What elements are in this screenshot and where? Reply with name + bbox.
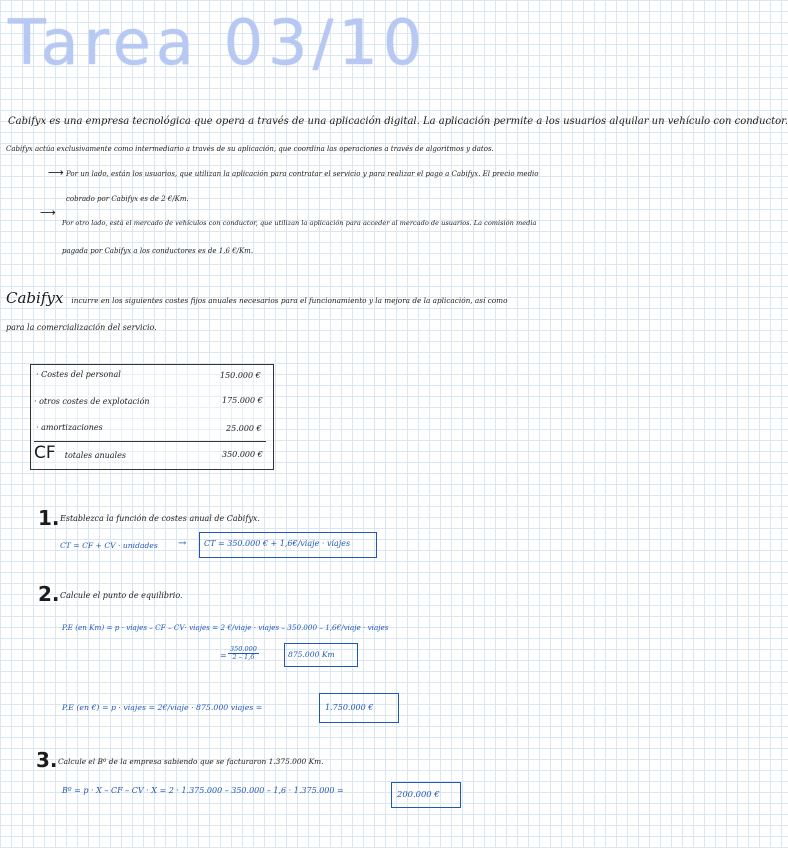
bullet-2: Por otro lado, está el mercado de vehículos con conductor, que utilizan la aplicación para acceder al mercado de usuarios. La comisión media — [62, 219, 537, 227]
costs-intro-text: incurre en los siguientes costes fijos anuales necesarios para el funcionamiento y la mejora de la aplicación, así como — [71, 296, 508, 305]
q2-fraction-denominator: 2 – 1,6 — [232, 653, 255, 662]
arrow-right-icon: → — [178, 538, 187, 549]
intro-line-1 — [8, 116, 788, 127]
table-total-value: 350.000 € — [222, 450, 263, 459]
q2-answer-1: 875.000 Km — [288, 650, 335, 659]
table-row-label: · otros costes de explotación — [34, 397, 150, 406]
table-divider — [34, 441, 266, 442]
company-name: Cabifyx — [6, 289, 64, 307]
question-2-text: Calcule el punto de equilibrio. — [60, 591, 183, 600]
intro-line-2: Cabifyx actúa exclusivamente como intermediario a través de su aplicación, que coordina las operaciones a través de algoritmos y datos. — [6, 145, 494, 153]
bullet-1-cont: cobrado por Cabifyx es de 2 €/Km. — [66, 195, 189, 203]
question-2-number: 2. — [38, 582, 60, 606]
page-title: Tarea 03/10 — [8, 6, 428, 79]
q2-answer-2: 1.750.000 € — [325, 703, 374, 712]
table-row-value: 150.000 € — [220, 371, 261, 380]
table-row-value: 175.000 € — [222, 396, 263, 405]
q3-equation: Bº = p · X – CF – CV · X = 2 · 1.375.000 – 350.000 – 1,6 · 1.375.000 = — [62, 786, 344, 795]
q2-fraction-numerator: 350.000 — [230, 645, 257, 653]
bullet-1: Por un lado, están los usuarios, que utilizan la aplicación para contratar el servicio y para realizar el pago a Cabifyx. El precio medio — [66, 170, 539, 178]
costs-intro-line-1 — [6, 288, 507, 307]
question-1-text: Establezca la función de costes anual de Cabifyx. — [60, 514, 260, 523]
q1-answer: CT = 350.000 € + 1,6€/viaje · viajes — [204, 539, 351, 548]
q2-equals: = — [220, 651, 227, 660]
table-row-label: · amortizaciones — [36, 423, 103, 432]
table-row-label: · Costes del personal — [36, 370, 121, 379]
table-row-value: 25.000 € — [226, 424, 262, 433]
q2-equation-1: P.E (en Km) = p · viajes – CF – CV· viajes = 2 €/viaje · viajes – 350.000 – 1,6€/viaje · viajes — [62, 623, 389, 632]
costs-intro-line-2: para la comercialización del servicio. — [6, 323, 157, 332]
arrow-right-icon: ⟶ — [48, 166, 64, 179]
q1-formula: CT = CF + CV · unidades — [60, 541, 158, 550]
table-total-prefix: CF — [34, 443, 56, 463]
table-total-row — [34, 443, 126, 463]
intro-text-1: Cabifyx es una empresa tecnológica que opera a través de una aplicación digital. La aplicación permite a los usuarios alquilar un vehículo con conductor. — [8, 116, 788, 127]
q2-equation-2: P.E (en €) = p · viajes = 2€/viaje · 875.000 viajes = — [62, 703, 263, 712]
arrow-right-icon: ⟶ — [40, 206, 56, 219]
question-3-number: 3. — [36, 748, 58, 772]
q3-answer: 200.000 € — [397, 789, 440, 799]
bullet-2-cont: pagada por Cabifyx a los conductores es de 1,6 €/Km. — [62, 247, 254, 255]
question-1-number: 1. — [38, 506, 60, 530]
question-3-text: Calcule el Bº de la empresa sabiendo que se facturaron 1.375.000 Km. — [58, 757, 324, 766]
table-total-label: totales anuales — [64, 451, 126, 460]
q2-fraction — [228, 646, 259, 661]
